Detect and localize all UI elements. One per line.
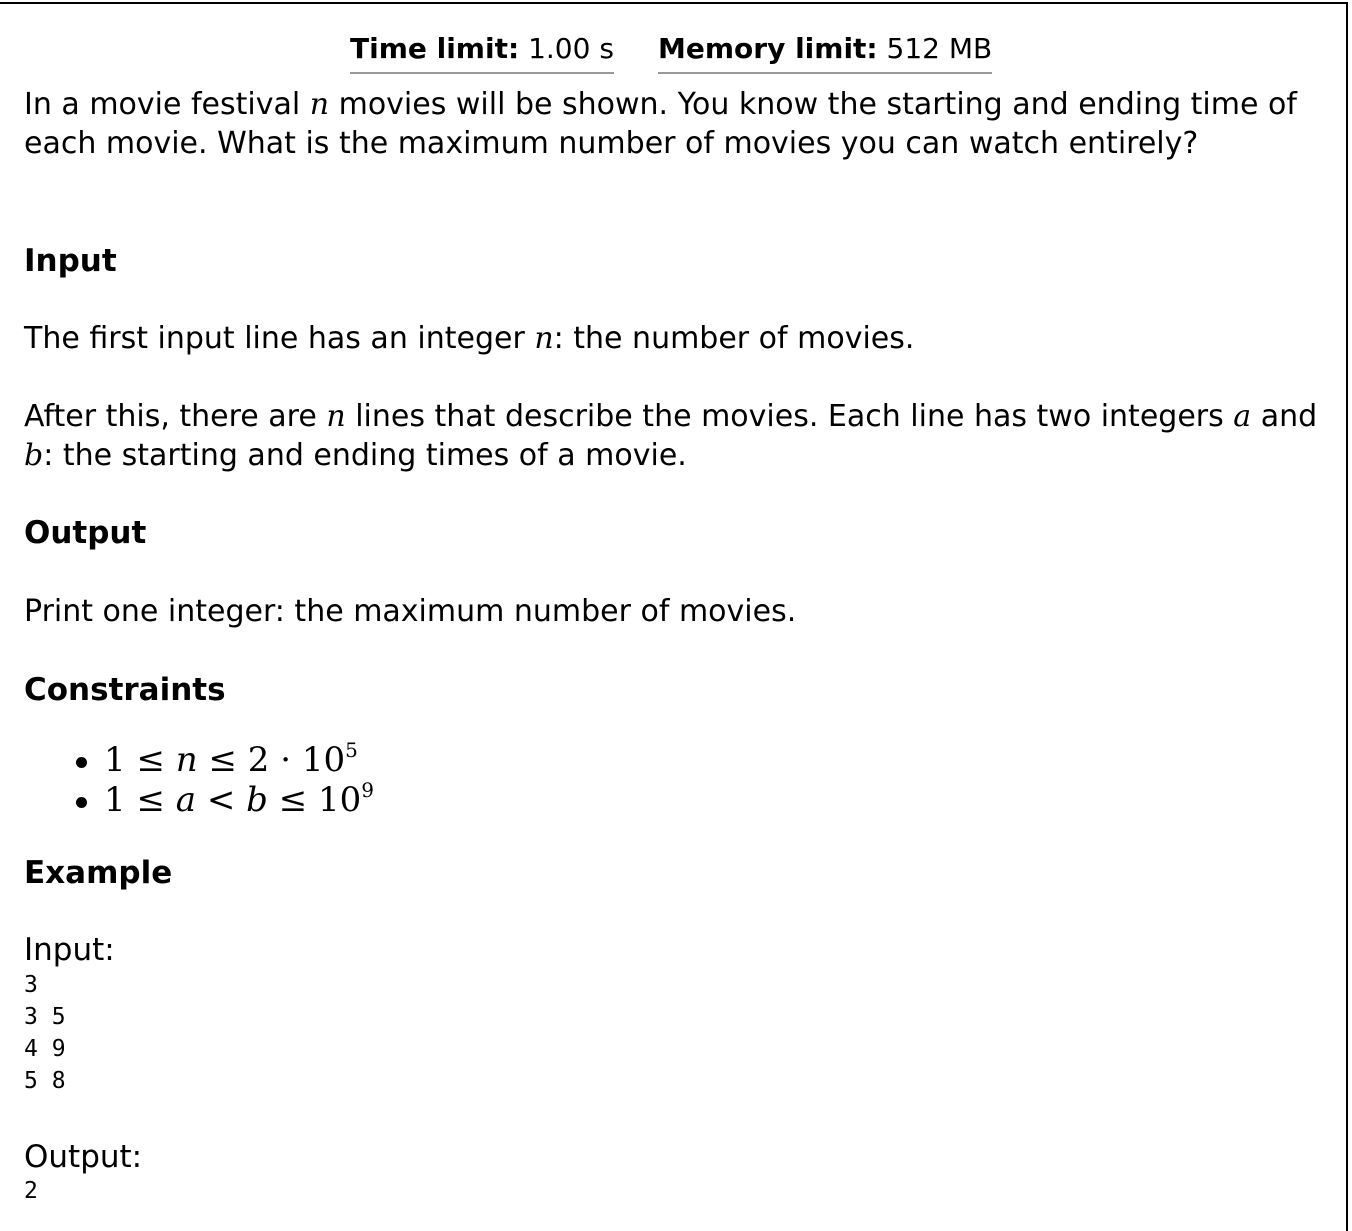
input-paragraph-2: [24, 397, 1334, 475]
memory-limit: [658, 32, 992, 74]
frame-right-border: [1346, 2, 1348, 1231]
statement-text-1: In a movie festival: [24, 87, 310, 122]
input-p1-text-1: The first input line has an integer: [24, 321, 535, 356]
constraint-ab-rhs: ≤ 10: [267, 780, 362, 820]
memory-limit-label: Memory limit:: [658, 32, 878, 65]
math-var-n: n: [175, 740, 198, 780]
limits-bar: [24, 32, 1334, 76]
constraint-n: [72, 740, 374, 780]
math-var-n: n: [534, 321, 554, 356]
math-var-n: n: [309, 87, 330, 122]
time-limit-label: Time limit:: [350, 32, 520, 65]
input-p2-and: and: [1251, 399, 1318, 434]
time-limit-value: 1.00 s: [528, 32, 614, 65]
input-p1-text-2: : the number of movies.: [553, 321, 915, 356]
constraint-n-lhs: 1 ≤: [104, 740, 176, 780]
input-heading: Input: [24, 243, 117, 279]
constraint-ab: [72, 780, 374, 820]
output-heading: Output: [24, 515, 147, 551]
example-output-code: 2: [24, 1178, 38, 1204]
constraint-ab-lhs: 1 ≤: [104, 780, 176, 820]
input-p2-text-3: : the starting and ending times of a movie.: [43, 438, 687, 473]
math-var-n: n: [326, 399, 346, 434]
constraint-ab-exponent: 9: [361, 778, 375, 802]
constraint-n-exponent: 5: [345, 738, 358, 762]
example-input-code: 3 3 5 4 9 5 8: [24, 972, 66, 1094]
frame-top-border: [0, 2, 1348, 4]
output-paragraph: Print one integer: the maximum number of movies.: [24, 594, 797, 629]
problem-statement: [24, 85, 1324, 163]
input-paragraph-1: [24, 319, 1324, 358]
memory-limit-value: 512 MB: [886, 32, 993, 65]
math-var-b: b: [24, 438, 44, 473]
example-heading: Example: [24, 855, 173, 891]
math-var-b: b: [246, 780, 268, 820]
math-var-a: a: [175, 780, 197, 820]
constraint-ab-mid: <: [196, 780, 247, 820]
constraints-list: [72, 740, 374, 820]
example-output-label: Output:: [24, 1139, 143, 1175]
constraints-heading: Constraints: [24, 672, 226, 708]
math-var-a: a: [1233, 399, 1252, 434]
time-limit: [350, 32, 614, 74]
constraint-n-rhs: ≤ 2 · 10: [197, 740, 346, 780]
example-input-label: Input:: [24, 932, 115, 968]
statement-text-2: movies will be shown. You know the starting and ending time of each movie. What is the maximum number of movies you can watch entirely?: [24, 87, 1297, 161]
input-p2-text-2: lines that describe the movies. Each line has two integers: [345, 399, 1234, 434]
input-p2-text-1: After this, there are: [24, 399, 327, 434]
